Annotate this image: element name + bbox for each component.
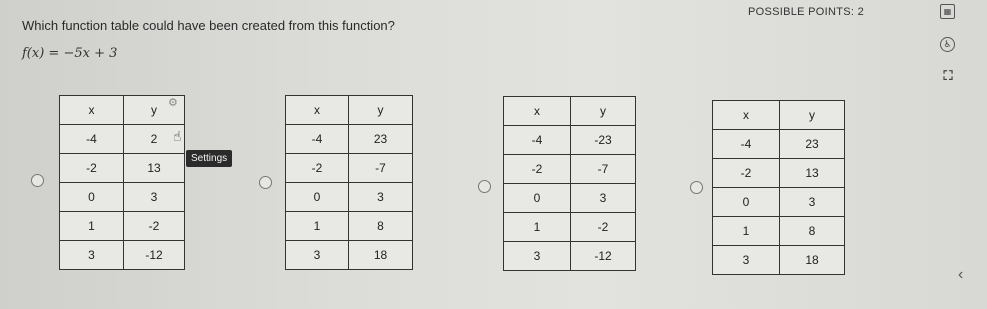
cell-y: 3 [571,184,636,213]
cell-x: 3 [504,242,571,271]
header-y: y [780,101,845,130]
cell-y: -2 [124,212,185,241]
cell-y: 3 [780,188,845,217]
cell-y: 18 [349,241,413,270]
option-c-radio[interactable] [478,180,491,193]
cell-x: -4 [504,126,571,155]
cell-y: -12 [571,242,636,271]
cell-y: 2 [124,125,185,154]
cell-x: 1 [504,213,571,242]
function-formula: f(x) = −5x + 3 [22,46,118,61]
settings-gear-icon[interactable]: ⚙ [168,97,178,109]
cell-y: 3 [124,183,185,212]
cell-y: 8 [349,212,413,241]
cell-y: -23 [571,126,636,155]
calculator-icon[interactable]: ▦ [940,4,955,19]
chevron-left-icon[interactable]: ‹ [958,266,964,283]
cell-x: 3 [286,241,349,270]
cell-y: 13 [780,159,845,188]
cell-y: -7 [349,154,413,183]
header-x: x [60,96,124,125]
hand-cursor-icon: ☝ [173,128,182,144]
cell-x: 3 [713,246,780,275]
cell-y: -7 [571,155,636,184]
option-d-radio[interactable] [690,181,703,194]
option-a-table [59,95,185,270]
cell-x: 3 [60,241,124,270]
header-x: x [286,96,349,125]
accessibility-icon[interactable]: ♿ [940,37,955,52]
cell-x: -2 [713,159,780,188]
cell-y: 23 [780,130,845,159]
cell-y: 8 [780,217,845,246]
cell-x: 1 [60,212,124,241]
cell-x: 0 [713,188,780,217]
expand-icon[interactable]: ⛶ [943,68,953,83]
header-y: y [349,96,413,125]
header-y: y [571,97,636,126]
header-x: x [713,101,780,130]
question-text: Which function table could have been created from this function? [22,18,395,33]
cell-y: 23 [349,125,413,154]
cell-y: -12 [124,241,185,270]
cell-x: -2 [60,154,124,183]
cell-x: -4 [286,125,349,154]
cell-x: -4 [713,130,780,159]
cell-y: 18 [780,246,845,275]
cell-x: 1 [713,217,780,246]
cell-x: -2 [286,154,349,183]
header-y: y [124,96,185,125]
option-b-radio[interactable] [259,176,272,189]
header-x: x [504,97,571,126]
option-b-table [285,95,413,270]
option-a-radio[interactable] [31,174,44,187]
cell-x: 1 [286,212,349,241]
cell-y: 3 [349,183,413,212]
cell-x: -2 [504,155,571,184]
settings-tooltip: Settings [186,150,232,167]
possible-points: POSSIBLE POINTS: 2 [748,6,865,18]
cell-x: -4 [60,125,124,154]
cell-x: 0 [60,183,124,212]
cell-y: 13 [124,154,185,183]
option-c-table [503,96,636,271]
option-d-table [712,100,845,275]
cell-x: 0 [504,184,571,213]
cell-y: -2 [571,213,636,242]
cell-x: 0 [286,183,349,212]
